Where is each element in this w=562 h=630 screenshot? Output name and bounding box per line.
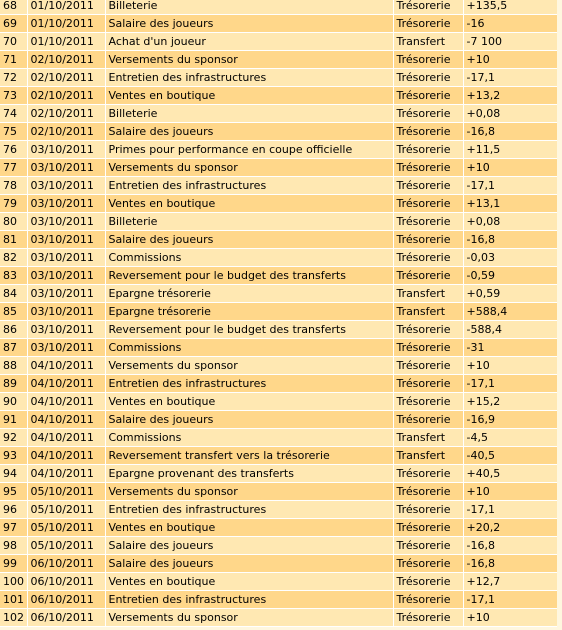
- table-row: [0, 573, 557, 591]
- row-label: Entretien des infrastructures: [105, 69, 393, 87]
- row-date: 05/10/2011: [27, 501, 105, 519]
- row-type: Trésorerie: [393, 123, 463, 141]
- table-row: [0, 159, 557, 177]
- row-date: 04/10/2011: [27, 411, 105, 429]
- row-type: Trésorerie: [393, 267, 463, 285]
- row-amount: -16,8: [463, 123, 557, 141]
- row-type: Trésorerie: [393, 519, 463, 537]
- table-row: [0, 33, 557, 51]
- table-row: [0, 15, 557, 33]
- row-type: Trésorerie: [393, 501, 463, 519]
- table-row: [0, 591, 557, 609]
- row-label: Commissions: [105, 249, 393, 267]
- table-row: [0, 555, 557, 573]
- row-number: 90: [0, 393, 27, 411]
- row-number: 75: [0, 123, 27, 141]
- table-row: [0, 447, 557, 465]
- row-type: Trésorerie: [393, 51, 463, 69]
- row-label: Reversement transfert vers la trésorerie: [105, 447, 393, 465]
- row-type: Trésorerie: [393, 177, 463, 195]
- row-date: 06/10/2011: [27, 609, 105, 627]
- table-row: [0, 267, 557, 285]
- row-date: 04/10/2011: [27, 393, 105, 411]
- row-type: Transfert: [393, 429, 463, 447]
- row-amount: +135,5: [463, 0, 557, 15]
- row-amount: +10: [463, 159, 557, 177]
- row-label: Epargne trésorerie: [105, 285, 393, 303]
- row-label: Versements du sponsor: [105, 51, 393, 69]
- row-number: 84: [0, 285, 27, 303]
- row-number: 74: [0, 105, 27, 123]
- row-label: Entretien des infrastructures: [105, 501, 393, 519]
- row-number: 98: [0, 537, 27, 555]
- row-amount: +15,2: [463, 393, 557, 411]
- row-number: 94: [0, 465, 27, 483]
- row-number: 91: [0, 411, 27, 429]
- table-row: [0, 195, 557, 213]
- row-date: 02/10/2011: [27, 87, 105, 105]
- row-type: Trésorerie: [393, 411, 463, 429]
- row-type: Trésorerie: [393, 393, 463, 411]
- row-amount: -4,5: [463, 429, 557, 447]
- row-date: 04/10/2011: [27, 429, 105, 447]
- row-date: 05/10/2011: [27, 537, 105, 555]
- row-date: 04/10/2011: [27, 465, 105, 483]
- row-label: Ventes en boutique: [105, 519, 393, 537]
- row-label: Versements du sponsor: [105, 159, 393, 177]
- row-amount: +11,5: [463, 141, 557, 159]
- row-label: Salaire des joueurs: [105, 231, 393, 249]
- row-amount: +13,2: [463, 87, 557, 105]
- row-amount: -16,8: [463, 231, 557, 249]
- table-row: [0, 465, 557, 483]
- table-row: [0, 429, 557, 447]
- row-amount: -17,1: [463, 501, 557, 519]
- row-date: 03/10/2011: [27, 339, 105, 357]
- row-type: Trésorerie: [393, 483, 463, 501]
- row-date: 01/10/2011: [27, 15, 105, 33]
- row-number: 87: [0, 339, 27, 357]
- row-type: Trésorerie: [393, 465, 463, 483]
- table-row: [0, 123, 557, 141]
- row-number: 77: [0, 159, 27, 177]
- row-date: 03/10/2011: [27, 141, 105, 159]
- row-type: Trésorerie: [393, 231, 463, 249]
- row-amount: +10: [463, 357, 557, 375]
- row-date: 06/10/2011: [27, 573, 105, 591]
- row-number: 73: [0, 87, 27, 105]
- row-label: Versements du sponsor: [105, 609, 393, 627]
- row-number: 79: [0, 195, 27, 213]
- row-type: Trésorerie: [393, 15, 463, 33]
- row-type: Trésorerie: [393, 249, 463, 267]
- row-type: Trésorerie: [393, 213, 463, 231]
- row-type: Trésorerie: [393, 87, 463, 105]
- row-amount: -17,1: [463, 591, 557, 609]
- row-amount: +0,08: [463, 213, 557, 231]
- row-label: Versements du sponsor: [105, 483, 393, 501]
- row-label: Entretien des infrastructures: [105, 375, 393, 393]
- row-label: Achat d'un joueur: [105, 33, 393, 51]
- row-label: Commissions: [105, 339, 393, 357]
- row-label: Epargne trésorerie: [105, 303, 393, 321]
- table-row: [0, 339, 557, 357]
- table-row: [0, 519, 557, 537]
- table-row: [0, 321, 557, 339]
- row-amount: -0,03: [463, 249, 557, 267]
- row-date: 03/10/2011: [27, 231, 105, 249]
- row-amount: +12,7: [463, 573, 557, 591]
- row-number: 82: [0, 249, 27, 267]
- row-label: Epargne provenant des transferts: [105, 465, 393, 483]
- row-amount: -588,4: [463, 321, 557, 339]
- row-number: 97: [0, 519, 27, 537]
- row-date: 03/10/2011: [27, 303, 105, 321]
- row-type: Trésorerie: [393, 105, 463, 123]
- row-type: Trésorerie: [393, 159, 463, 177]
- row-number: 85: [0, 303, 27, 321]
- table-row: [0, 177, 557, 195]
- row-amount: +588,4: [463, 303, 557, 321]
- row-date: 02/10/2011: [27, 105, 105, 123]
- row-label: Billeterie: [105, 105, 393, 123]
- row-amount: -16,9: [463, 411, 557, 429]
- row-type: Trésorerie: [393, 69, 463, 87]
- row-date: 03/10/2011: [27, 159, 105, 177]
- row-amount: +10: [463, 51, 557, 69]
- row-number: 83: [0, 267, 27, 285]
- row-date: 02/10/2011: [27, 51, 105, 69]
- row-number: 99: [0, 555, 27, 573]
- row-type: Transfert: [393, 447, 463, 465]
- table-row: [0, 483, 557, 501]
- row-type: Trésorerie: [393, 537, 463, 555]
- row-type: Transfert: [393, 303, 463, 321]
- row-number: 70: [0, 33, 27, 51]
- row-amount: -16,8: [463, 537, 557, 555]
- row-number: 89: [0, 375, 27, 393]
- row-date: 03/10/2011: [27, 321, 105, 339]
- row-number: 76: [0, 141, 27, 159]
- row-type: Transfert: [393, 33, 463, 51]
- row-date: 03/10/2011: [27, 213, 105, 231]
- row-number: 95: [0, 483, 27, 501]
- row-type: Trésorerie: [393, 0, 463, 15]
- row-date: 04/10/2011: [27, 375, 105, 393]
- row-number: 93: [0, 447, 27, 465]
- row-label: Ventes en boutique: [105, 195, 393, 213]
- row-date: 03/10/2011: [27, 195, 105, 213]
- row-type: Trésorerie: [393, 195, 463, 213]
- row-amount: -16,8: [463, 555, 557, 573]
- row-date: 02/10/2011: [27, 123, 105, 141]
- table-row: [0, 393, 557, 411]
- row-date: 06/10/2011: [27, 591, 105, 609]
- row-date: 03/10/2011: [27, 177, 105, 195]
- row-date: 05/10/2011: [27, 519, 105, 537]
- row-amount: -40,5: [463, 447, 557, 465]
- row-date: 03/10/2011: [27, 267, 105, 285]
- table-row: [0, 609, 557, 627]
- row-label: Entretien des infrastructures: [105, 177, 393, 195]
- row-number: 68: [0, 0, 27, 15]
- row-type: Trésorerie: [393, 591, 463, 609]
- row-number: 102: [0, 609, 27, 627]
- table-row: [0, 285, 557, 303]
- row-date: 05/10/2011: [27, 483, 105, 501]
- row-amount: +0,59: [463, 285, 557, 303]
- row-date: 01/10/2011: [27, 33, 105, 51]
- row-label: Ventes en boutique: [105, 573, 393, 591]
- row-label: Reversement pour le budget des transferts: [105, 321, 393, 339]
- row-number: 71: [0, 51, 27, 69]
- row-number: 80: [0, 213, 27, 231]
- row-number: 96: [0, 501, 27, 519]
- row-date: 02/10/2011: [27, 69, 105, 87]
- row-amount: +20,2: [463, 519, 557, 537]
- row-number: 69: [0, 15, 27, 33]
- row-amount: -7 100: [463, 33, 557, 51]
- table-row: [0, 303, 557, 321]
- row-label: Salaire des joueurs: [105, 555, 393, 573]
- row-amount: +10: [463, 609, 557, 627]
- row-date: 04/10/2011: [27, 447, 105, 465]
- row-number: 86: [0, 321, 27, 339]
- table-row: [0, 105, 557, 123]
- row-date: 03/10/2011: [27, 249, 105, 267]
- row-label: Reversement pour le budget des transferts: [105, 267, 393, 285]
- table-row: [0, 141, 557, 159]
- row-type: Trésorerie: [393, 573, 463, 591]
- table-row: [0, 357, 557, 375]
- row-number: 100: [0, 573, 27, 591]
- row-amount: -16: [463, 15, 557, 33]
- row-date: 06/10/2011: [27, 555, 105, 573]
- row-type: Trésorerie: [393, 321, 463, 339]
- row-label: Billeterie: [105, 213, 393, 231]
- row-label: Ventes en boutique: [105, 87, 393, 105]
- table-row: [0, 537, 557, 555]
- row-number: 101: [0, 591, 27, 609]
- row-type: Trésorerie: [393, 555, 463, 573]
- table-row: [0, 213, 557, 231]
- table-row: [0, 501, 557, 519]
- row-label: Salaire des joueurs: [105, 537, 393, 555]
- row-amount: -0,59: [463, 267, 557, 285]
- row-label: Ventes en boutique: [105, 393, 393, 411]
- row-amount: -17,1: [463, 375, 557, 393]
- row-amount: +10: [463, 483, 557, 501]
- table-row: [0, 249, 557, 267]
- row-amount: -17,1: [463, 177, 557, 195]
- row-number: 72: [0, 69, 27, 87]
- row-type: Trésorerie: [393, 609, 463, 627]
- row-number: 78: [0, 177, 27, 195]
- table-row: [0, 0, 557, 15]
- row-type: Trésorerie: [393, 339, 463, 357]
- row-amount: -31: [463, 339, 557, 357]
- row-number: 92: [0, 429, 27, 447]
- row-type: Trésorerie: [393, 141, 463, 159]
- row-amount: -17,1: [463, 69, 557, 87]
- row-label: Commissions: [105, 429, 393, 447]
- table-row: [0, 231, 557, 249]
- table-row: [0, 87, 557, 105]
- row-type: Transfert: [393, 285, 463, 303]
- row-number: 88: [0, 357, 27, 375]
- row-label: Billeterie: [105, 0, 393, 15]
- table-row: [0, 375, 557, 393]
- table-row: [0, 411, 557, 429]
- row-label: Versements du sponsor: [105, 357, 393, 375]
- row-number: 81: [0, 231, 27, 249]
- row-date: 04/10/2011: [27, 357, 105, 375]
- row-amount: +40,5: [463, 465, 557, 483]
- row-label: Salaire des joueurs: [105, 123, 393, 141]
- row-label: Salaire des joueurs: [105, 411, 393, 429]
- row-type: Trésorerie: [393, 357, 463, 375]
- row-amount: +0,08: [463, 105, 557, 123]
- row-date: 01/10/2011: [27, 0, 105, 15]
- table-row: [0, 51, 557, 69]
- row-date: 03/10/2011: [27, 285, 105, 303]
- row-label: Salaire des joueurs: [105, 15, 393, 33]
- row-label: Primes pour performance en coupe officielle: [105, 141, 393, 159]
- table-row: [0, 69, 557, 87]
- row-type: Trésorerie: [393, 375, 463, 393]
- row-amount: +13,1: [463, 195, 557, 213]
- panel-right-edge: [557, 0, 562, 630]
- row-label: Entretien des infrastructures: [105, 591, 393, 609]
